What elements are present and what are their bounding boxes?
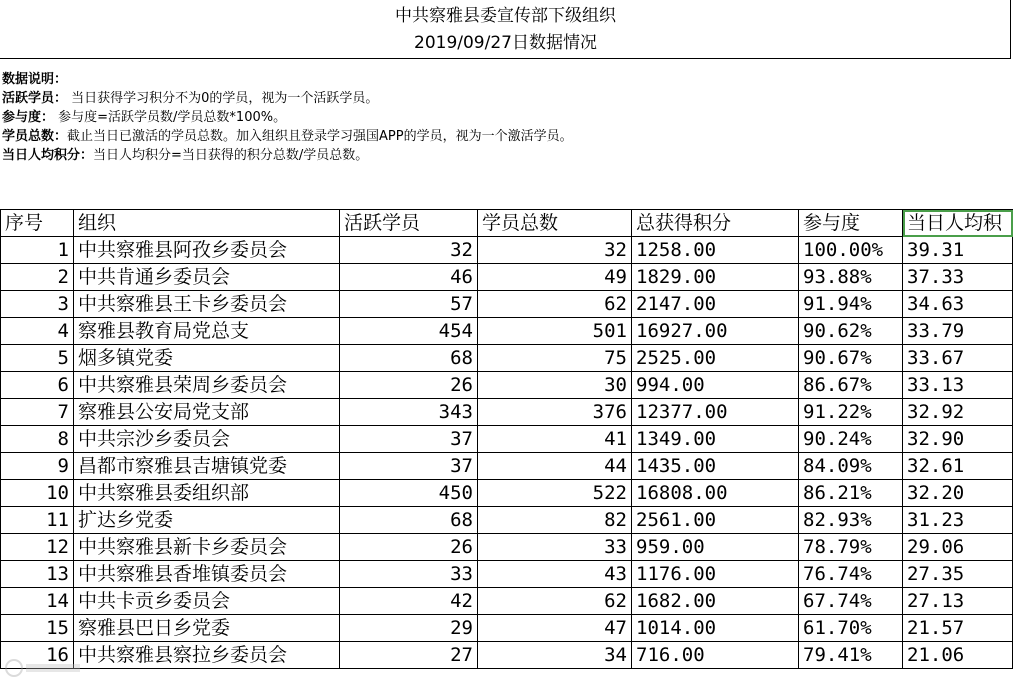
cell-active[interactable]: 42 xyxy=(340,588,478,615)
cell-participation[interactable]: 86.67% xyxy=(799,372,903,399)
watermark-logo xyxy=(4,656,84,680)
table-row xyxy=(1,426,1013,453)
cell-org[interactable]: 中共肯通乡委员会 xyxy=(74,264,340,291)
note-row xyxy=(2,108,573,127)
cell-points[interactable]: 1014.00 xyxy=(632,615,799,642)
table-row xyxy=(1,561,1013,588)
cell-points[interactable]: 716.00 xyxy=(632,642,799,669)
cell-avg[interactable]: 32.20 xyxy=(903,480,1013,507)
cell-index[interactable]: 16 xyxy=(1,642,74,669)
cell-points[interactable]: 994.00 xyxy=(632,372,799,399)
header-cell-participation[interactable]: 参与度 xyxy=(799,210,903,237)
header-cell-active[interactable]: 活跃学员 xyxy=(340,210,478,237)
cell-index[interactable]: 11 xyxy=(1,507,74,534)
cell-index[interactable]: 5 xyxy=(1,345,74,372)
cell-org[interactable]: 中共察雅县阿孜乡委员会 xyxy=(74,237,340,264)
table-row xyxy=(1,588,1013,615)
data-table xyxy=(0,209,1013,669)
table-row xyxy=(1,642,1013,669)
cell-total[interactable]: 501 xyxy=(478,318,632,345)
cell-active[interactable]: 29 xyxy=(340,615,478,642)
cell-participation[interactable]: 76.74% xyxy=(799,561,903,588)
cell-points[interactable]: 2525.00 xyxy=(632,345,799,372)
cell-index[interactable]: 7 xyxy=(1,399,74,426)
cell-avg[interactable]: 33.67 xyxy=(903,345,1013,372)
cell-active[interactable]: 57 xyxy=(340,291,478,318)
note-term: 活跃学员： xyxy=(2,91,68,106)
cell-org[interactable]: 中共察雅县察拉乡委员会 xyxy=(74,642,340,669)
cell-total[interactable]: 33 xyxy=(478,534,632,561)
cell-points[interactable]: 1829.00 xyxy=(632,264,799,291)
cell-total[interactable]: 32 xyxy=(478,237,632,264)
report-title: 中共察雅县委宣传部下级组织 xyxy=(395,6,616,26)
table-row xyxy=(1,507,1013,534)
cell-avg[interactable]: 33.79 xyxy=(903,318,1013,345)
header-row xyxy=(1,210,1013,237)
note-row xyxy=(2,70,573,89)
cell-org[interactable]: 中共察雅县新卡乡委员会 xyxy=(74,534,340,561)
cell-participation[interactable]: 79.41% xyxy=(799,642,903,669)
cell-active[interactable]: 68 xyxy=(340,345,478,372)
header-cell-avg-selected[interactable]: 当日人均积 xyxy=(903,210,1013,237)
cell-points[interactable]: 1258.00 xyxy=(632,237,799,264)
cell-total[interactable]: 30 xyxy=(478,372,632,399)
cell-active[interactable]: 450 xyxy=(340,480,478,507)
table-row xyxy=(1,237,1013,264)
header-cell-index[interactable]: 序号 xyxy=(1,210,74,237)
cell-points[interactable]: 16927.00 xyxy=(632,318,799,345)
cell-index[interactable]: 8 xyxy=(1,426,74,453)
cell-avg[interactable]: 32.92 xyxy=(903,399,1013,426)
cell-index[interactable]: 10 xyxy=(1,480,74,507)
data-notes xyxy=(2,70,573,165)
cell-avg[interactable]: 39.31 xyxy=(903,237,1013,264)
note-term: 数据说明： xyxy=(2,72,68,87)
cell-points[interactable]: 16808.00 xyxy=(632,480,799,507)
cell-org[interactable]: 察雅县教育局党总支 xyxy=(74,318,340,345)
header-cell-org[interactable]: 组织 xyxy=(74,210,340,237)
table-row xyxy=(1,453,1013,480)
cell-org[interactable]: 中共察雅县香堆镇委员会 xyxy=(74,561,340,588)
table-row xyxy=(1,345,1013,372)
cell-total[interactable]: 62 xyxy=(478,291,632,318)
cell-avg[interactable]: 34.63 xyxy=(903,291,1013,318)
cell-org[interactable]: 中共宗沙乡委员会 xyxy=(74,426,340,453)
cell-participation[interactable]: 67.74% xyxy=(799,588,903,615)
cell-index[interactable]: 6 xyxy=(1,372,74,399)
cell-active[interactable]: 68 xyxy=(340,507,478,534)
cell-index[interactable]: 1 xyxy=(1,237,74,264)
table-row xyxy=(1,615,1013,642)
cell-participation[interactable]: 82.93% xyxy=(799,507,903,534)
cell-org[interactable]: 昌都市察雅县吉塘镇党委 xyxy=(74,453,340,480)
cell-points[interactable]: 959.00 xyxy=(632,534,799,561)
cell-active[interactable]: 343 xyxy=(340,399,478,426)
cell-active[interactable]: 37 xyxy=(340,453,478,480)
cell-org[interactable]: 扩达乡党委 xyxy=(74,507,340,534)
cell-total[interactable]: 47 xyxy=(478,615,632,642)
cell-index[interactable]: 3 xyxy=(1,291,74,318)
header-cell-points[interactable]: 总获得积分 xyxy=(632,210,799,237)
cell-participation[interactable]: 78.79% xyxy=(799,534,903,561)
note-desc: 当日获得学习积分不为0的学员，视为一个活跃学员。 xyxy=(67,91,379,106)
table-row xyxy=(1,399,1013,426)
cell-index[interactable]: 15 xyxy=(1,615,74,642)
cell-participation[interactable]: 91.22% xyxy=(799,399,903,426)
note-row xyxy=(2,89,573,108)
cell-total[interactable]: 376 xyxy=(478,399,632,426)
cell-org[interactable]: 察雅县公安局党支部 xyxy=(74,399,340,426)
cell-org[interactable]: 中共察雅县荣周乡委员会 xyxy=(74,372,340,399)
cell-index[interactable]: 4 xyxy=(1,318,74,345)
cell-participation[interactable]: 90.24% xyxy=(799,426,903,453)
cell-active[interactable]: 32 xyxy=(340,237,478,264)
cell-index[interactable]: 12 xyxy=(1,534,74,561)
cell-points[interactable]: 1435.00 xyxy=(632,453,799,480)
title-block xyxy=(0,0,1011,59)
cell-participation[interactable]: 84.09% xyxy=(799,453,903,480)
cell-participation[interactable]: 100.00% xyxy=(799,237,903,264)
cell-total[interactable]: 49 xyxy=(478,264,632,291)
cell-org[interactable]: 中共卡贡乡委员会 xyxy=(74,588,340,615)
table-row xyxy=(1,372,1013,399)
note-term: 参与度： xyxy=(2,110,55,125)
cell-active[interactable]: 46 xyxy=(340,264,478,291)
cell-index[interactable]: 13 xyxy=(1,561,74,588)
cell-points[interactable]: 12377.00 xyxy=(632,399,799,426)
cell-index[interactable]: 9 xyxy=(1,453,74,480)
cell-points[interactable]: 2561.00 xyxy=(632,507,799,534)
note-term: 学员总数： xyxy=(2,129,68,144)
cell-org[interactable]: 中共察雅县委组织部 xyxy=(74,480,340,507)
cell-active[interactable]: 33 xyxy=(340,561,478,588)
cell-org[interactable]: 中共察雅县王卡乡委员会 xyxy=(74,291,340,318)
note-desc: 参与度=活跃学员数/学员总数*100%。 xyxy=(54,110,287,125)
header-cell-total[interactable]: 学员总数 xyxy=(478,210,632,237)
table-body xyxy=(1,237,1013,669)
cell-total[interactable]: 43 xyxy=(478,561,632,588)
cell-avg[interactable]: 32.90 xyxy=(903,426,1013,453)
cell-total[interactable]: 41 xyxy=(478,426,632,453)
cell-avg[interactable]: 33.13 xyxy=(903,372,1013,399)
cell-index[interactable]: 14 xyxy=(1,588,74,615)
cell-participation[interactable]: 91.94% xyxy=(799,291,903,318)
cell-avg[interactable]: 21.06 xyxy=(903,642,1013,669)
cell-active[interactable]: 26 xyxy=(340,372,478,399)
cell-total[interactable]: 34 xyxy=(478,642,632,669)
cell-avg[interactable]: 21.57 xyxy=(903,615,1013,642)
note-row xyxy=(2,127,573,146)
table-row xyxy=(1,480,1013,507)
cell-participation[interactable]: 90.67% xyxy=(799,345,903,372)
cell-avg[interactable]: 27.35 xyxy=(903,561,1013,588)
cell-points[interactable]: 1349.00 xyxy=(632,426,799,453)
cell-active[interactable]: 26 xyxy=(340,534,478,561)
cell-avg[interactable]: 37.33 xyxy=(903,264,1013,291)
table-row xyxy=(1,291,1013,318)
table-row xyxy=(1,534,1013,561)
cell-total[interactable]: 75 xyxy=(478,345,632,372)
cell-participation[interactable]: 90.62% xyxy=(799,318,903,345)
cell-total[interactable]: 62 xyxy=(478,588,632,615)
note-term: 当日人均积分： xyxy=(2,148,94,163)
cell-active[interactable]: 37 xyxy=(340,426,478,453)
table-row xyxy=(1,264,1013,291)
note-row xyxy=(2,146,573,165)
cell-points[interactable]: 1682.00 xyxy=(632,588,799,615)
cell-active[interactable]: 27 xyxy=(340,642,478,669)
cell-participation[interactable]: 86.21% xyxy=(799,480,903,507)
cell-total[interactable]: 522 xyxy=(478,480,632,507)
cell-participation[interactable]: 61.70% xyxy=(799,615,903,642)
report-date: 2019/09/27日数据情况 xyxy=(414,33,597,53)
table-row xyxy=(1,318,1013,345)
cell-total[interactable]: 44 xyxy=(478,453,632,480)
cell-avg[interactable]: 32.61 xyxy=(903,453,1013,480)
cell-points[interactable]: 2147.00 xyxy=(632,291,799,318)
note-desc: 当日人均积分=当日获得的积分总数/学员总数。 xyxy=(93,148,369,163)
cell-index[interactable]: 2 xyxy=(1,264,74,291)
cell-total[interactable]: 82 xyxy=(478,507,632,534)
cell-active[interactable]: 454 xyxy=(340,318,478,345)
note-desc: 截止当日已激活的学员总数。加入组织且登录学习强国APP的学员，视为一个激活学员。 xyxy=(67,129,573,144)
cell-org[interactable]: 烟多镇党委 xyxy=(74,345,340,372)
cell-avg[interactable]: 29.06 xyxy=(903,534,1013,561)
cell-points[interactable]: 1176.00 xyxy=(632,561,799,588)
cell-participation[interactable]: 93.88% xyxy=(799,264,903,291)
cell-avg[interactable]: 31.23 xyxy=(903,507,1013,534)
cell-org[interactable]: 察雅县巴日乡党委 xyxy=(74,615,340,642)
cell-avg[interactable]: 27.13 xyxy=(903,588,1013,615)
